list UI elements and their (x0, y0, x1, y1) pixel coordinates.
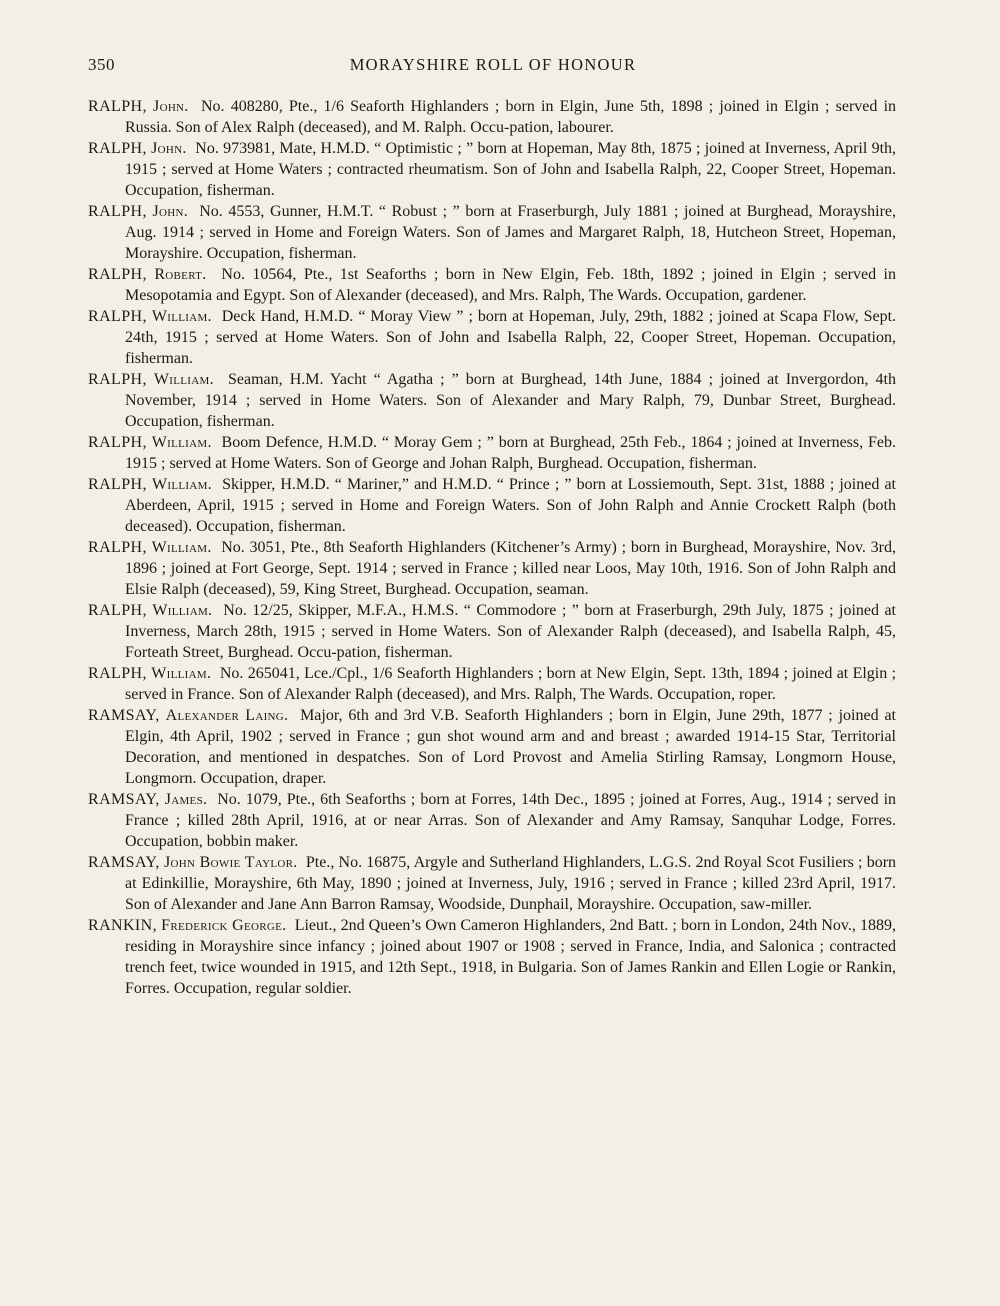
entry-details: Deck Hand, H.M.D. “ Moray View ” ; born at Hopeman, July, 29th, 1882 ; joined at Scapa Flow, Sept. 24th, 1915 ; served at Home Waters. Son of John and Isabella Ralph, 22, Cooper Street, Hopeman. Occupation, fisherman. (125, 308, 897, 367)
page-title: MORAYSHIRE ROLL OF HONOUR (349, 55, 637, 74)
entry-surname: RAMSAY, (88, 791, 160, 808)
entry-given-names: William. (151, 434, 212, 451)
entry-details: Skipper, H.M.D. “ Mariner,” and H.M.D. “ Prince ; ” born at Lossiemouth, Sept. 31st, 1888 ; joined at Aberdeen, April, 1915 ; served in Home and Foreign Waters. Son of John Ralph and Annie Crockett Ralph (both deceased). Occupation, fisherman. (125, 476, 896, 535)
entry-given-names: William. (151, 476, 212, 493)
roll-entry (88, 474, 896, 537)
entry-given-names: William. (151, 665, 212, 682)
entry-surname: RALPH, (88, 476, 147, 493)
roll-entry (88, 852, 896, 915)
roll-entry (88, 537, 896, 600)
entry-details: No. 12/25, Skipper, M.F.A., H.M.S. “ Commodore ; ” born at Fraserburgh, 29th July, 1875 ; joined at Inverness, March 28th, 1915 ; served in Home Waters. Son of Alexander Ralph (deceased), and Isabella Ralph, 45, Forteath Street, Burghead. Occu-pation, fisherman. (125, 602, 897, 661)
entry-details: No. 265041, Lce./Cpl., 1/6 Seaforth Highlanders ; born at New Elgin, Sept. 13th, 1894 ; joined at Elgin ; served in France. Son of Alexander Ralph (deceased), and Mrs. Ralph, The Wards. Occupation, roper. (125, 665, 897, 703)
entry-surname: RANKIN, (88, 917, 158, 934)
roll-entry (88, 663, 896, 705)
roll-entry (88, 138, 896, 201)
entry-details: Pte., No. 16875, Argyle and Sutherland Highlanders, L.G.S. 2nd Royal Scot Fusiliers ; born at Edinkillie, Morayshire, 6th May, 1890 ; joined at Inverness, July, 1916 ; served in France ; killed 23rd April, 1917. Son of Alexander and Jane Ann Barron Ramsay, Woodside, Dunphail, Morayshire. Occupation, saw-miller. (125, 854, 897, 913)
entry-given-names: John. (151, 140, 187, 157)
roll-entry (88, 96, 896, 138)
entry-given-names: Alexander Laing. (165, 707, 289, 724)
entry-details: No. 1079, Pte., 6th Seaforths ; born at Forres, 14th Dec., 1895 ; joined at Forres, Aug., 1914 ; served in France ; killed 28th April, 1916, at or near Arras. Son of Alexander and Amy Ramsay, Sanquhar Lodge, Forres. Occupation, bobbin maker. (125, 791, 897, 850)
running-head (88, 55, 898, 79)
roll-entry (88, 369, 896, 432)
entry-details: No. 10564, Pte., 1st Seaforths ; born in New Elgin, Feb. 18th, 1892 ; joined in Elgin ; served in Mesopotamia and Egypt. Son of Alexander (deceased), and Mrs. Ralph, The Wards. Occupation, gardener. (125, 266, 897, 304)
entry-surname: RALPH, (88, 266, 147, 283)
entry-details: Seaman, H.M. Yacht “ Agatha ; ” born at Burghead, 14th June, 1884 ; joined at Invergordon, 4th November, 1914 ; served in Home Waters. Son of Alexander and Mary Ralph, 79, Dunbar Street, Burghead. Occupation, fisherman. (125, 371, 896, 430)
entry-given-names: John. (153, 98, 189, 115)
entry-given-names: Frederick George. (161, 917, 287, 934)
roll-entry (88, 264, 896, 306)
entry-given-names: James. (164, 791, 208, 808)
roll-entry (88, 432, 896, 474)
entry-details: Lieut., 2nd Queen’s Own Cameron Highlanders, 2nd Batt. ; born in London, 24th Nov., 1889, residing in Morayshire since infancy ; joined about 1907 or 1908 ; served in France, India, and Salonica ; contracted trench feet, twice wounded in 1915, and 12th Sept., 1918, in Bulgaria. Son of James Rankin and Ellen Logie or Rankin, Forres. Occupation, regular soldier. (125, 917, 896, 997)
page-number: 350 (88, 55, 115, 74)
entry-given-names: John. (152, 203, 189, 220)
entry-surname: RAMSAY, (88, 707, 160, 724)
entry-details: Major, 6th and 3rd V.B. Seaforth Highlanders ; born in Elgin, June 29th, 1877 ; joined at Elgin, 4th April, 1902 ; served in France ; gun shot wound arm and and breast ; awarded 1914-15 Star, Territorial Decoration, and mentioned in despatches. Son of Lord Provost and Amelia Stirling Ramsay, Longmorn House, Longmorn. Occupation, draper. (125, 707, 896, 787)
entry-surname: RALPH, (88, 539, 147, 556)
entry-surname: RAMSAY, (88, 854, 160, 871)
entry-surname: RALPH, (88, 371, 147, 388)
roll-entry (88, 789, 896, 852)
entry-details: No. 4553, Gunner, H.M.T. “ Robust ; ” born at Fraserburgh, July 1881 ; joined at Burghead, Morayshire, Aug. 1914 ; served in Home and Foreign Waters. Son of James and Margaret Ralph, 18, Hutcheon Street, Hopeman, Morayshire. Occupation, fisherman. (125, 203, 897, 262)
entry-details: No. 3051, Pte., 8th Seaforth Highlanders (Kitchener’s Army) ; born in Burghead, Morayshire, Nov. 3rd, 1896 ; joined at Fort George, Sept. 1914 ; served in France ; killed near Loos, May 10th, 1916. Son of John Ralph and Elsie Ralph (deceased), 59, King Street, Burghead. Occupation, seaman. (125, 539, 897, 598)
entry-surname: RALPH, (88, 98, 147, 115)
entry-surname: RALPH, (88, 602, 147, 619)
entry-given-names: William. (152, 602, 213, 619)
roll-entry (88, 600, 896, 663)
roll-entry (88, 705, 896, 789)
roll-entry (88, 306, 896, 369)
roll-entry (88, 915, 896, 999)
roll-entry (88, 201, 896, 264)
entry-surname: RALPH, (88, 203, 147, 220)
entry-given-names: William. (151, 308, 212, 325)
entry-details: Boom Defence, H.M.D. “ Moray Gem ; ” born at Burghead, 25th Feb., 1864 ; joined at Inverness, Feb. 1915 ; served at Home Waters. Son of George and Johan Ralph, Burghead. Occupation, fisherman. (125, 434, 897, 472)
entry-given-names: John Bowie Taylor. (163, 854, 298, 871)
entry-details: No. 408280, Pte., 1/6 Seaforth Highlanders ; born in Elgin, June 5th, 1898 ; joined in Elgin ; served in Russia. Son of Alex Ralph (deceased), and M. Ralph. Occu-pation, labourer. (125, 98, 897, 136)
entry-given-names: Robert. (154, 266, 207, 283)
entry-surname: RALPH, (88, 665, 147, 682)
entry-surname: RALPH, (88, 434, 147, 451)
entry-surname: RALPH, (88, 140, 147, 157)
entry-given-names: William. (153, 371, 214, 388)
roll-entries (88, 96, 896, 999)
entry-surname: RALPH, (88, 308, 147, 325)
entry-details: No. 973981, Mate, H.M.D. “ Optimistic ; ” born at Hopeman, May 8th, 1875 ; joined at Inverness, April 9th, 1915 ; served at Home Waters ; contracted rheumatism. Son of John and Isabella Ralph, 22, Cooper Street, Hopeman. Occupation, fisherman. (125, 140, 897, 199)
entry-given-names: William. (151, 539, 212, 556)
